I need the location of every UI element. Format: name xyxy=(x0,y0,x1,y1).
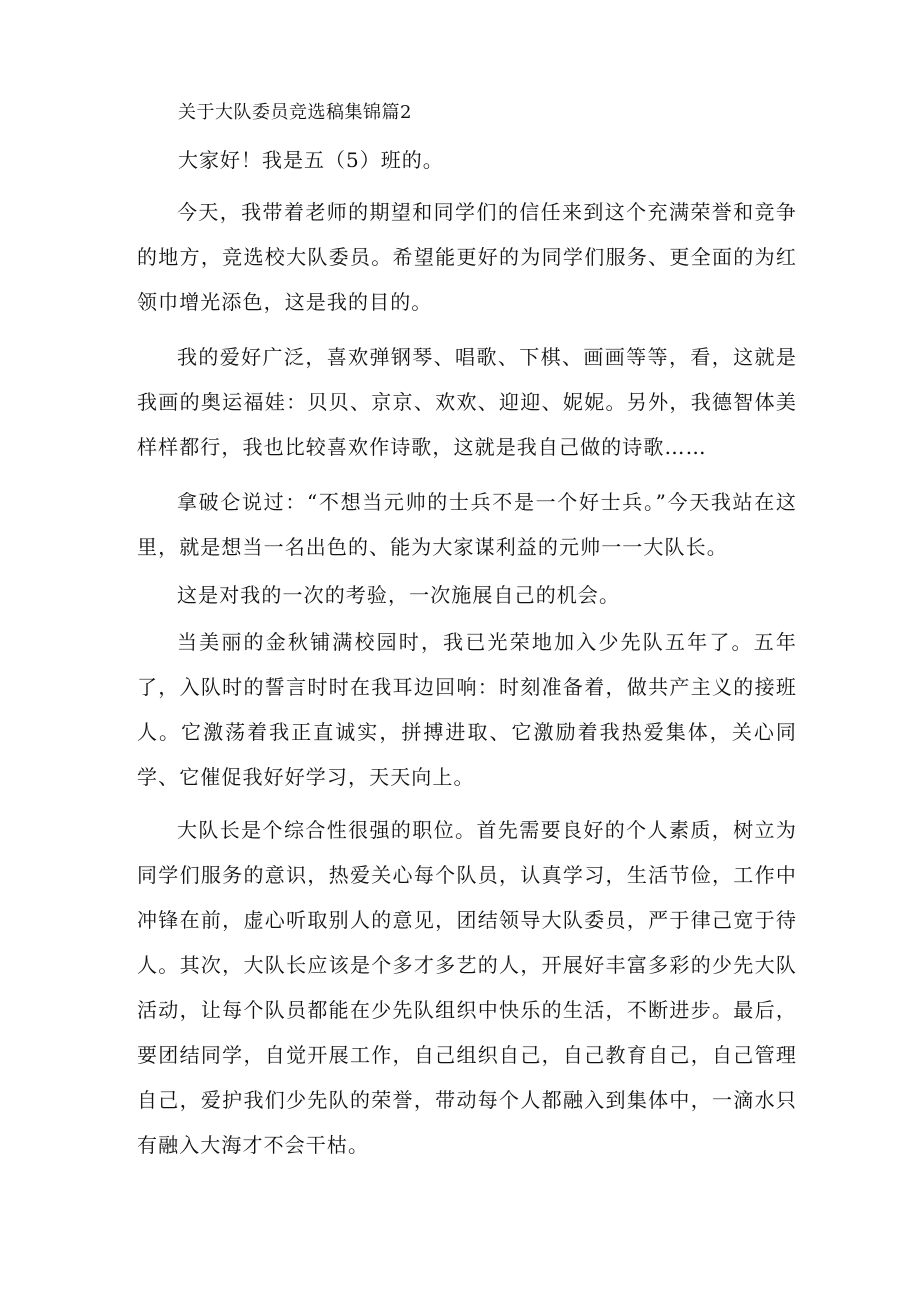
paragraph: 当美丽的金秋铺满校园时，我已光荣地加入少先队五年了。五年了，入队时的誓言时时在我耳边回响：时刻准备着，做共产主义的接班人。它激荡着我正直诚实，拼搏进取、它激励着我热爱集体，关心同学、它催促我好好学习，天天向上。 xyxy=(137,630,797,789)
paragraph: 我的爱好广泛，喜欢弹钢琴、唱歌、下棋、画画等等，看，这就是我画的奥运福娃：贝贝、京京、欢欢、迎迎、妮妮。另外，我德智体美样样都行，我也比较喜欢作诗歌，这就是我自己做的诗歌…… xyxy=(137,345,797,459)
paragraph: 这是对我的一次的考验，一次施展自己的机会。 xyxy=(177,583,621,607)
paragraph: 大队长是个综合性很强的职位。首先需要良好的个人素质，树立为同学们服务的意识，热爱关心每个队员，认真学习，生活节俭，工作中冲锋在前，虚心听取别人的意见，团结领导大队委员，严于律己宽于待人。其次，大队长应该是个多才多艺的人，开展好丰富多彩的少先大队活动，让每个队员都能在少先队组织中快乐的生活，不断进步。最后，要团结同学，自觉开展工作，自己组织自己，自己教育自己，自己管理自己，爱护我们少先队的荣誉，带动每个人都融入到集体中，一滴水只有融入大海才不会干枯。 xyxy=(137,818,797,1157)
paragraph: 今天，我带着老师的期望和同学们的信任来到这个充满荣誉和竞争的地方，竞选校大队委员。希望能更好的为同学们服务、更全面的为红领巾增光添色，这是我的目的。 xyxy=(137,200,797,314)
greeting-line: 大家好！我是五（5）班的。 xyxy=(178,148,444,172)
document-title: 关于大队委员竞选稿集锦篇2 xyxy=(178,102,412,123)
paragraph: 拿破仑说过：“不想当元帅的士兵不是一个好士兵。”今天我站在这里，就是想当一名出色的、能为大家谋利益的元帅一一大队长。 xyxy=(137,490,797,559)
